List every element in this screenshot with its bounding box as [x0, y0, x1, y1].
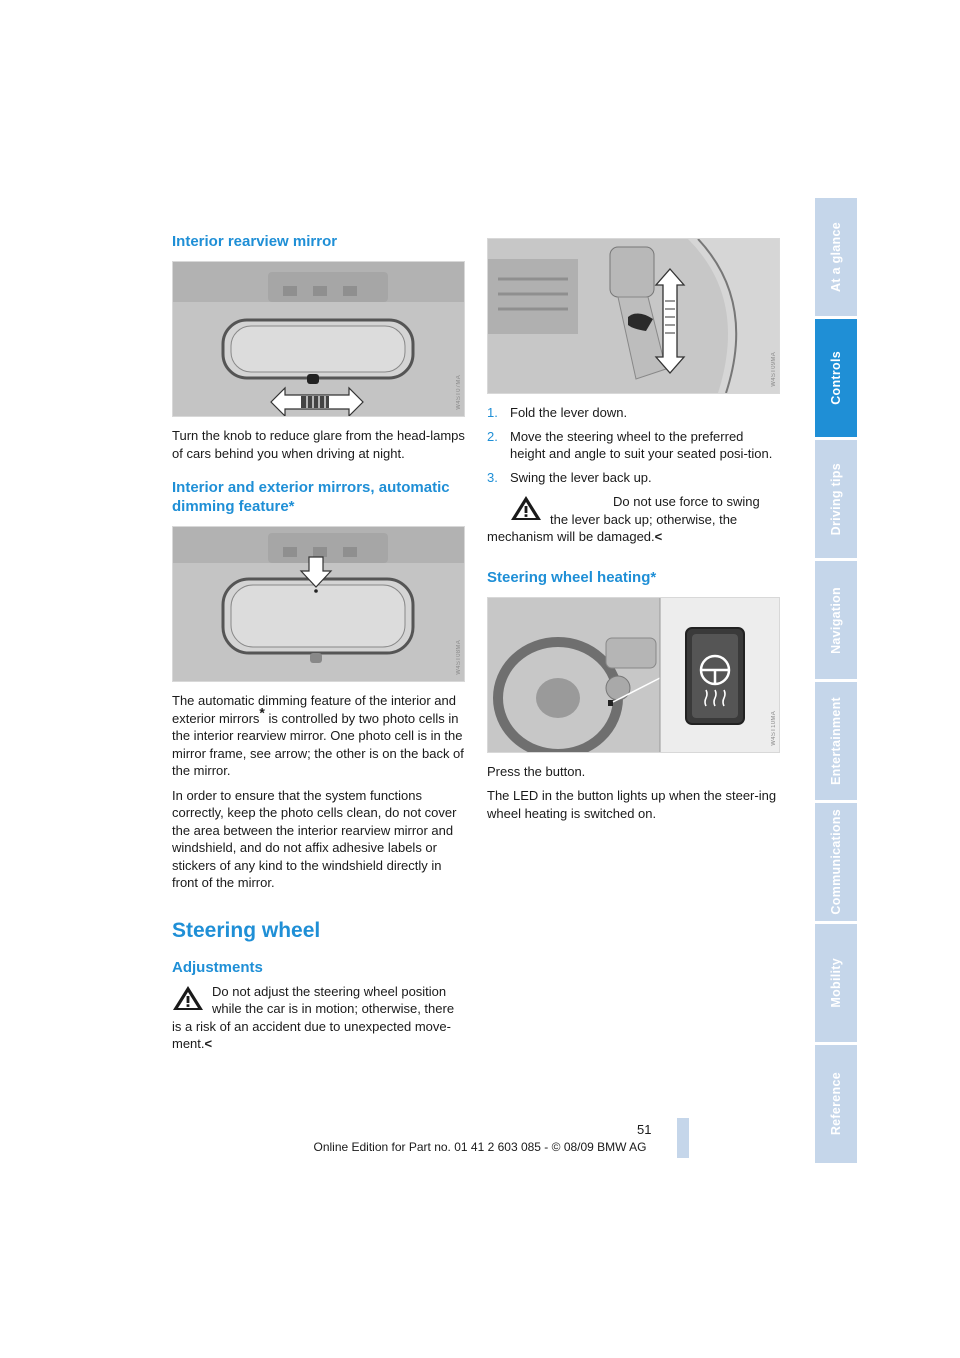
- steering-lever-illustration: [488, 239, 779, 393]
- tab-communications[interactable]: [815, 803, 857, 921]
- heading-adjustments: Adjustments: [172, 958, 263, 976]
- warning-triangle-icon: [510, 495, 542, 521]
- tab-label: Navigation: [829, 586, 843, 654]
- figure-code: W4ST08MA: [456, 640, 462, 675]
- tab-at-a-glance[interactable]: [815, 198, 857, 316]
- paragraph-text: The automatic dimming feature of the interior and exterior mirrors: [172, 693, 456, 726]
- figure-steering-heating-button: [487, 597, 780, 753]
- warning-triangle-icon: [172, 985, 204, 1011]
- list-item: [487, 469, 780, 487]
- step-text: Move the steering wheel to the preferred height and angle to suit your seated posi-tion.: [510, 428, 773, 461]
- tab-navigation[interactable]: [815, 561, 857, 679]
- step-text: Fold the lever down.: [510, 405, 628, 420]
- heading-interior-rearview-mirror: Interior rearview mirror: [172, 233, 338, 250]
- warning-text: Do not use force to swing the lever back up; otherwise, the mechanism will be damaged.: [487, 494, 760, 544]
- figure-code: W4ST07MA: [456, 375, 462, 410]
- figure-code: W4ST09MA: [771, 352, 777, 387]
- tab-label: Controls: [829, 351, 843, 405]
- end-mark: <: [654, 529, 663, 544]
- tab-mobility[interactable]: [815, 924, 857, 1042]
- chapter-tabs: [815, 198, 857, 1166]
- warning-lever: [487, 493, 780, 546]
- tab-entertainment[interactable]: [815, 682, 857, 800]
- paragraph-dimming-1: [172, 692, 465, 780]
- heading-steering-wheel: Steering wheel: [172, 918, 321, 942]
- paragraph-press-button: Press the button.: [487, 763, 586, 779]
- figure-steering-lever: [487, 238, 780, 394]
- tab-driving-tips[interactable]: [815, 440, 857, 558]
- tab-label: Mobility: [829, 958, 843, 1008]
- warning-text: Do not adjust the steering wheel position while the car is in motion; otherwise, there is a risk of an accident due to unexpected move-ment.: [172, 983, 455, 1051]
- optional-equipment-star: *: [259, 704, 265, 721]
- end-mark: <: [204, 1036, 213, 1051]
- heading-automatic-dimming: Interior and exterior mirrors, automatic dimming feature*: [172, 479, 450, 515]
- tab-controls[interactable]: [815, 319, 857, 437]
- tab-label: Driving tips: [829, 462, 843, 536]
- left-column: [172, 232, 465, 1053]
- step-number: 2.: [487, 428, 498, 444]
- right-column: [487, 238, 780, 829]
- heating-button-illustration: [488, 598, 779, 752]
- adjustment-steps: [487, 404, 780, 486]
- page-number: 51: [637, 1122, 652, 1137]
- paragraph-text: is controlled by two photo cells in the interior rearview mirror. One photo cell is in the mirror frame, see arrow; the other is on the back of the mirror.: [172, 710, 464, 778]
- tab-label: Entertainment: [829, 697, 843, 785]
- list-item: [487, 404, 780, 422]
- step-number: 1.: [487, 405, 498, 420]
- footer-edition: Online Edition for Part no. 01 41 2 603 085 - © 08/09 BMW AG: [313, 1140, 647, 1154]
- step-text: Swing the lever back up.: [510, 469, 652, 485]
- list-item: [487, 428, 780, 463]
- paragraph-led: The LED in the button lights up when the steer-ing wheel heating is switched on.: [487, 788, 777, 821]
- dimming-mirror-illustration: [173, 527, 464, 681]
- tab-label: At a glance: [829, 222, 843, 292]
- figure-code: W4ST10MA: [771, 710, 777, 746]
- tab-label: Reference: [829, 1072, 843, 1136]
- warning-adjustments: [172, 983, 465, 1053]
- paragraph-dimming-2: In order to ensure that the system functions correctly, keep the photo cells clean, do not cover the area between the interior rearview mirror and windshield, and do not affix adhesive labels or stickers of any kind to the windshield directly in front of the mirror.: [172, 787, 457, 890]
- tab-label: Communications: [829, 809, 843, 915]
- step-number: 3.: [487, 469, 498, 485]
- paragraph-mirror-knob: Turn the knob to reduce glare from the head-lamps of cars behind you when driving at night.: [172, 428, 465, 461]
- figure-dimming-photo-cell: [172, 526, 465, 682]
- heading-steering-wheel-heating: Steering wheel heating*: [487, 568, 657, 586]
- mirror-knob-illustration: [173, 262, 464, 416]
- figure-rearview-mirror-knob: [172, 261, 465, 417]
